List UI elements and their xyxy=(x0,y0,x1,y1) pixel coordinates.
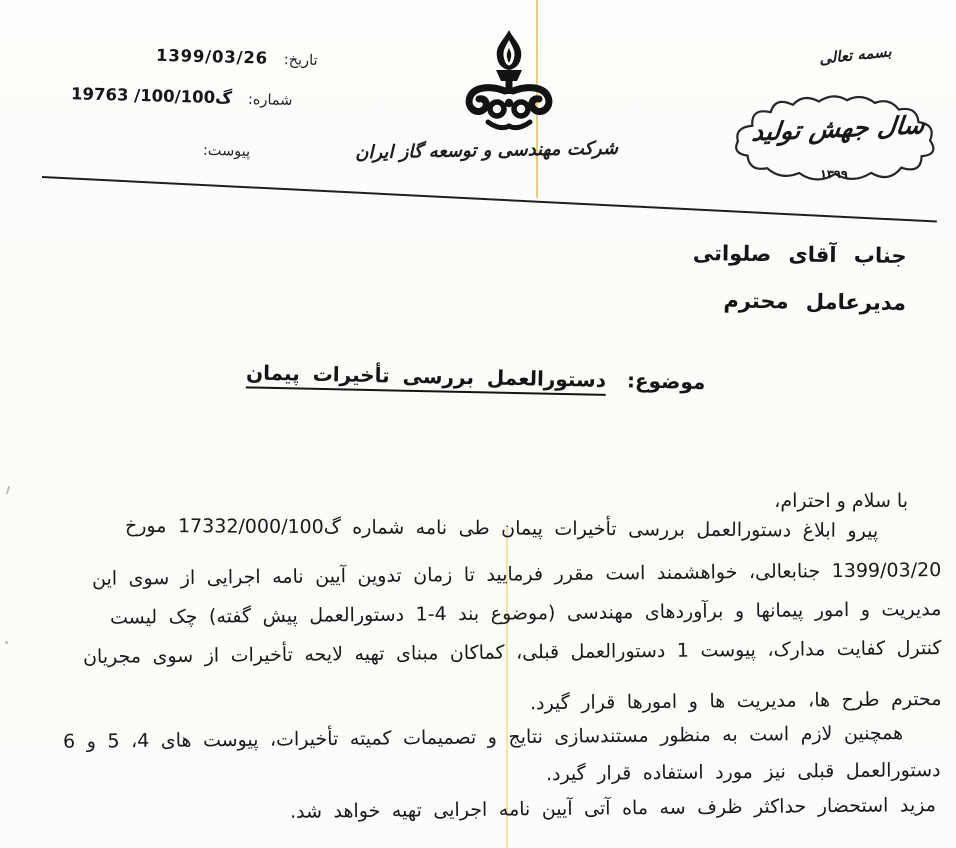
number-value: 19763 /100/100گ xyxy=(70,84,232,108)
attachment-row xyxy=(203,143,251,160)
stamp-year: ۱۳۹۹ xyxy=(819,166,849,182)
body-line: مزید استحضار حداکثر ظرف سه ماه آتی آیین نامه اجرایی تهیه خواهد شد. xyxy=(290,794,937,823)
scan-artifact xyxy=(5,641,8,644)
year-slogan-stamp xyxy=(729,87,948,193)
attachment-label: پیوست: xyxy=(202,142,251,160)
body-line: پیرو ابلاغ دستورالعمل بررسی تأخیرات پیمان طی نامه شماره گ17332/000/100 مورخ xyxy=(124,514,879,542)
nioc-flame-emblem-icon xyxy=(450,30,568,140)
recipient-title: مدیرعامل محترم xyxy=(723,288,907,315)
salutation: با سلام و احترام، xyxy=(774,490,908,512)
letter-date-row xyxy=(156,46,318,69)
subject-label: موضوع: xyxy=(626,368,706,394)
date-value: 1399/03/26 xyxy=(156,45,269,68)
subject-text: دستورالعمل بررسی تأخیرات پیمان xyxy=(245,360,606,392)
stamp-slogan-text: سال جهش تولید xyxy=(750,110,927,147)
letter-number-row xyxy=(70,84,292,109)
besmellah-text: بسمه تعالی xyxy=(818,42,893,68)
date-label: تاریخ: xyxy=(284,52,319,69)
scan-artifact xyxy=(6,486,10,494)
recipient-block xyxy=(692,241,907,315)
subject-line xyxy=(245,360,705,394)
body-line: محترم طرح ها، مدیریت ها و امورها قرار گیرد. xyxy=(529,688,942,715)
body-line: 1399/03/20 جنابعالی، خواهشمند است مقرر فرمایید تا زمان تدوین آیین نامه اجرایی از سوی این xyxy=(91,559,942,590)
body-line: همچنین لازم است به منظور مستندسازی نتایج و تصمیمات کمیته تأخیرات، پیوست های 4، 5 و 6 xyxy=(62,722,904,753)
body-line: کنترل کفایت مدارک، پیوست 1 دستورالعمل قبلی، کماکان مبنای تهیه لایحه تأخیرات از سوی مجریان xyxy=(82,637,942,668)
number-label: شماره: xyxy=(247,91,293,109)
body-line: دستورالعمل قبلی نیز مورد استفاده قرار گیرد. xyxy=(546,759,942,786)
body-line: مدیریت و امور پیمانها و برآوردهای مهندسی (موضوع بند 4-1 دستورالعمل پیش گفته) چک لیست xyxy=(109,598,942,629)
company-name: شرکت مهندسی و توسعه گاز ایران xyxy=(355,137,619,164)
recipient-name: جناب آقای صلواتی xyxy=(692,241,907,268)
